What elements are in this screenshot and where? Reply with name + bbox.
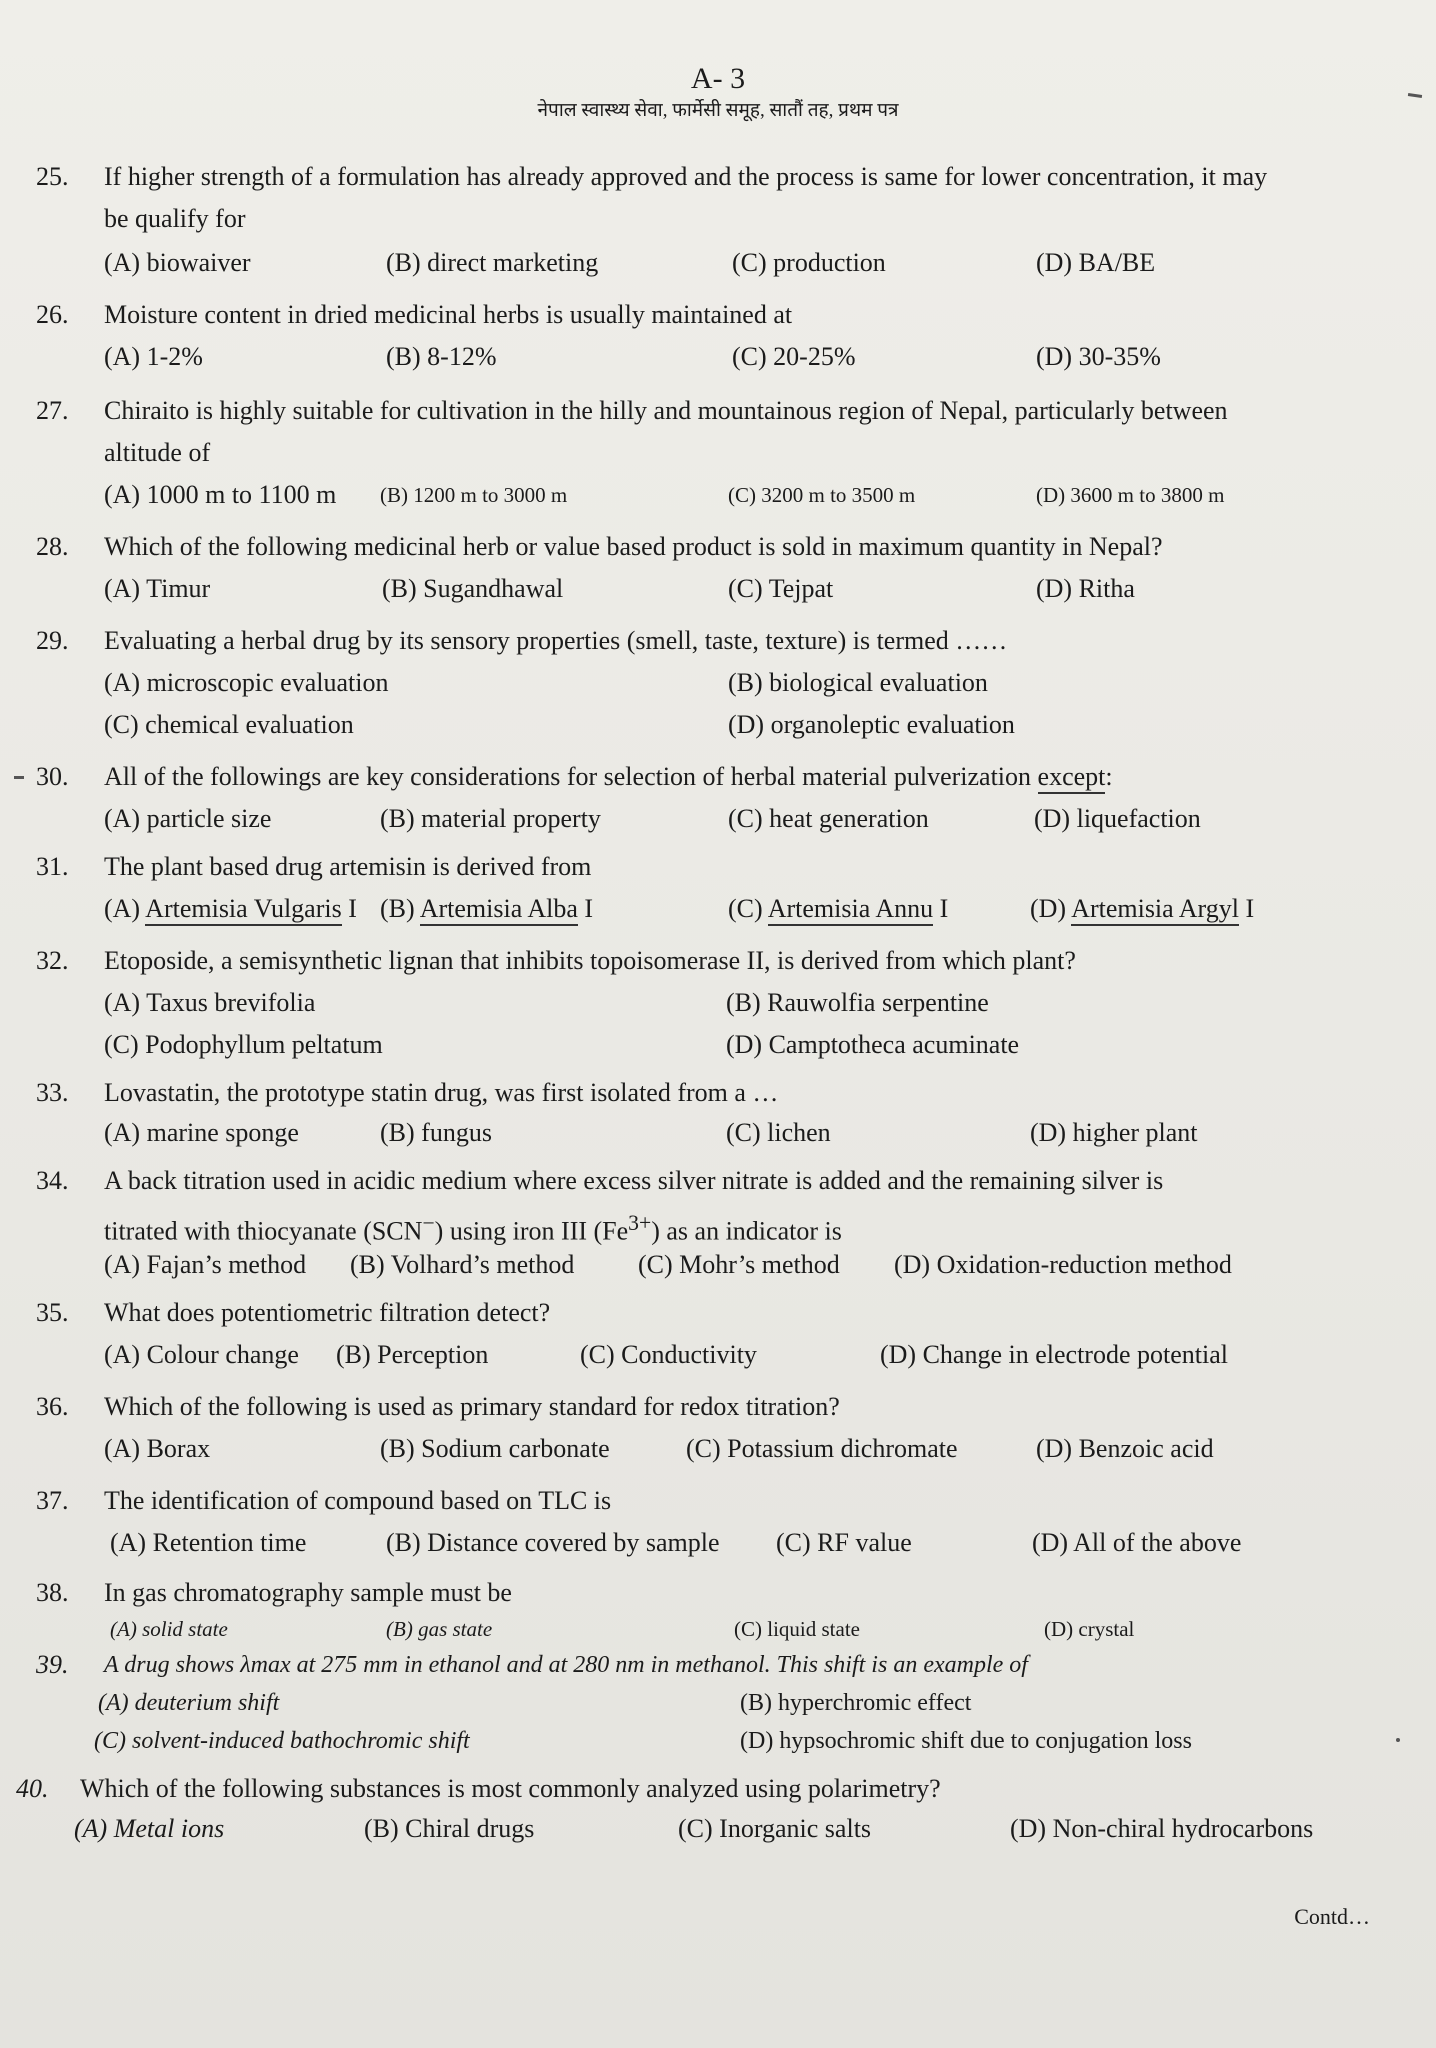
option-d: (D) hypsochromic shift due to conjugation loss <box>740 1728 1192 1754</box>
options-row <box>104 1334 1344 1376</box>
option-b: (B) Sodium carbonate <box>380 1434 610 1463</box>
option-b: (B) direct marketing <box>386 248 599 277</box>
options-row <box>104 242 1344 284</box>
option-b: (B) material property <box>380 804 601 833</box>
options-row <box>104 1522 1344 1564</box>
question-text: Which of the following medicinal herb or value based product is sold in maximum quantity in Nepal? <box>104 532 1163 561</box>
option-b: (B) 1200 m to 3000 m <box>380 483 568 507</box>
option-a: (A) Metal ions <box>74 1814 225 1843</box>
scan-mark <box>1396 1738 1400 1742</box>
option-d: (D) crystal <box>1044 1617 1135 1641</box>
option-d: (D) All of the above <box>1032 1528 1242 1557</box>
question-number: 34. <box>36 1166 69 1195</box>
question-number: 40. <box>16 1774 49 1803</box>
question-text: Which of the following substances is most commonly analyzed using polarimetry? <box>80 1774 941 1803</box>
option-c: (C) production <box>732 248 886 277</box>
options-row <box>104 336 1344 378</box>
options-row <box>104 568 1344 610</box>
question-text: Lovastatin, the prototype statin drug, was first isolated from a … <box>104 1078 779 1107</box>
option-a: (A) 1000 m to 1100 m <box>104 480 337 509</box>
options-row <box>104 1112 1344 1154</box>
option-b: (B) Chiral drugs <box>364 1814 535 1843</box>
options-row <box>74 1808 1314 1850</box>
question-text: The identification of compound based on TLC is <box>104 1486 612 1515</box>
option-b: (B) Sugandhawal <box>382 574 564 603</box>
option-a: (A) solid state <box>110 1617 228 1641</box>
option-a: (A) Taxus brevifolia <box>104 988 316 1017</box>
question-number: 38. <box>36 1578 69 1607</box>
paper-code: A- 3 <box>690 62 746 95</box>
option-c: (C) Mohr’s method <box>638 1250 840 1279</box>
question-number: 31. <box>36 852 69 881</box>
option-a: (A) 1-2% <box>104 342 203 371</box>
options-row-1 <box>104 662 1344 704</box>
option-b: (B) Rauwolfia serpentine <box>726 988 989 1017</box>
option-d: (D) liquefaction <box>1034 804 1201 833</box>
option-a: (A) biowaiver <box>104 248 251 277</box>
option-a: (A) Colour change <box>104 1340 299 1369</box>
question-text-main: All of the followings are key considerations for selection of herbal material pulverization <box>104 762 1038 791</box>
question-text: Chiraito is highly suitable for cultivation in the hilly and mountainous region of Nepal, particularly between altitude of <box>104 396 1228 467</box>
question-text: The plant based drug artemisin is derived from <box>104 852 592 881</box>
option-b: (B) Artemisia Alba I <box>380 888 593 930</box>
option-a: (A) deuterium shift <box>98 1690 280 1716</box>
page-header <box>0 62 1436 124</box>
question-text: If higher strength of a formulation has already approved and the process is same for lower concentration, it may be qualify for <box>104 162 1268 233</box>
option-c: (C) Potassium dichromate <box>686 1434 958 1463</box>
options-row <box>104 474 1344 516</box>
option-d: (D) organoleptic evaluation <box>728 710 1015 739</box>
paper-subtitle: नेपाल स्वास्थ्य सेवा, फार्मेसी समूह, सातौं तह, प्रथम पत्र <box>537 100 899 121</box>
question-number: 35. <box>36 1298 69 1327</box>
option-a: (A) Timur <box>104 574 211 603</box>
question-text: Etoposide, a semisynthetic lignan that inhibits topoisomerase II, is derived from which plant? <box>104 946 1076 975</box>
option-a: (A) microscopic evaluation <box>104 668 389 697</box>
option-b: (B) 8-12% <box>386 342 497 371</box>
option-d: (D) 30-35% <box>1036 342 1161 371</box>
option-c: (C) liquid state <box>734 1617 860 1641</box>
option-d: (D) Camptotheca acuminate <box>726 1030 1020 1059</box>
options-row-1 <box>98 1682 1344 1724</box>
option-a: (A) Artemisia Vulgaris I <box>104 888 357 930</box>
question-text <box>104 756 1294 798</box>
options-row <box>104 1244 1344 1286</box>
option-c: (C) chemical evaluation <box>104 710 354 739</box>
option-a: (A) Borax <box>104 1434 211 1463</box>
options-row-2 <box>94 1720 1344 1762</box>
option-a: (A) particle size <box>104 804 272 833</box>
question-text: Evaluating a herbal drug by its sensory properties (smell, taste, texture) is termed …… <box>104 626 1008 655</box>
options-row-2 <box>104 1024 1344 1066</box>
question-number: 36. <box>36 1392 69 1421</box>
option-b: (B) fungus <box>380 1118 492 1147</box>
option-a: (A) Retention time <box>110 1528 307 1557</box>
option-b: (B) Volhard’s method <box>350 1250 575 1279</box>
question-text: In gas chromatography sample must be <box>104 1578 512 1607</box>
option-c: (C) RF value <box>776 1528 912 1557</box>
question-text: Moisture content in dried medicinal herbs is usually maintained at <box>104 300 793 329</box>
option-c: (C) lichen <box>726 1118 831 1147</box>
question-number: 26. <box>36 300 69 329</box>
question-number: 27. <box>36 396 69 425</box>
question-text <box>104 1160 1324 1253</box>
question-number: 25. <box>36 162 69 191</box>
scan-mark <box>14 776 24 779</box>
option-d: (D) Benzoic acid <box>1036 1434 1214 1463</box>
option-d: (D) BA/BE <box>1036 248 1156 277</box>
option-c: (C) Tejpat <box>728 574 834 603</box>
option-d: (D) Non-chiral hydrocarbons <box>1010 1814 1314 1843</box>
option-d: (D) Ritha <box>1036 574 1135 603</box>
option-c: (C) solvent-induced bathochromic shift <box>94 1728 470 1754</box>
option-b: (B) Perception <box>336 1340 489 1369</box>
option-b: (B) Distance covered by sample <box>386 1528 720 1557</box>
options-row <box>104 1428 1344 1470</box>
question-number: 39. <box>36 1650 69 1679</box>
question-number: 28. <box>36 532 69 561</box>
option-c: (C) Artemisia Annu I <box>728 888 948 930</box>
option-c: (C) Inorganic salts <box>678 1814 872 1843</box>
options-row <box>104 798 1344 840</box>
options-row-2 <box>104 704 1344 746</box>
question-text-line-1: A back titration used in acidic medium where excess silver nitrate is added and the remaining silver is <box>104 1166 1164 1195</box>
option-c: (C) Podophyllum peltatum <box>104 1030 383 1059</box>
option-b: (B) hyperchromic effect <box>740 1690 972 1716</box>
question-text: What does potentiometric filtration detect? <box>104 1298 551 1327</box>
option-b: (B) gas state <box>386 1617 493 1641</box>
option-c: (C) heat generation <box>728 804 929 833</box>
options-row <box>104 888 1344 930</box>
option-b: (B) biological evaluation <box>728 668 988 697</box>
question-number: 33. <box>36 1078 69 1107</box>
option-d: (D) 3600 m to 3800 m <box>1036 483 1225 507</box>
question-text: Which of the following is used as primary standard for redox titration? <box>104 1392 840 1421</box>
option-d: (D) Change in electrode potential <box>880 1340 1228 1369</box>
question-number: 30. <box>36 762 69 791</box>
option-d: (D) Artemisia Argyl I <box>1030 888 1254 930</box>
option-a: (A) marine sponge <box>104 1118 299 1147</box>
option-d: (D) higher plant <box>1030 1118 1198 1147</box>
options-row-1 <box>104 982 1344 1024</box>
emphasis-except: except <box>1038 762 1106 794</box>
question-number: 29. <box>36 626 69 655</box>
question-number: 37. <box>36 1486 69 1515</box>
option-d: (D) Oxidation-reduction method <box>894 1250 1232 1279</box>
option-c: (C) 20-25% <box>732 342 856 371</box>
question-text: A drug shows λmax at 275 mm in ethanol and at 280 nm in methanol. This shift is an example of <box>104 1652 1028 1678</box>
option-a: (A) Fajan’s method <box>104 1250 307 1279</box>
continued-note: Contd… <box>1294 1904 1370 1929</box>
question-number: 32. <box>36 946 69 975</box>
question-text-end: : <box>1105 762 1113 791</box>
question-text-line-2: titrated with thiocyanate (SCN−) using iron III $(Fe^{3+})$ as an indicator is <box>104 1211 842 1246</box>
option-c: (C) 3200 m to 3500 m <box>728 483 916 507</box>
option-c: (C) Conductivity <box>580 1340 757 1369</box>
